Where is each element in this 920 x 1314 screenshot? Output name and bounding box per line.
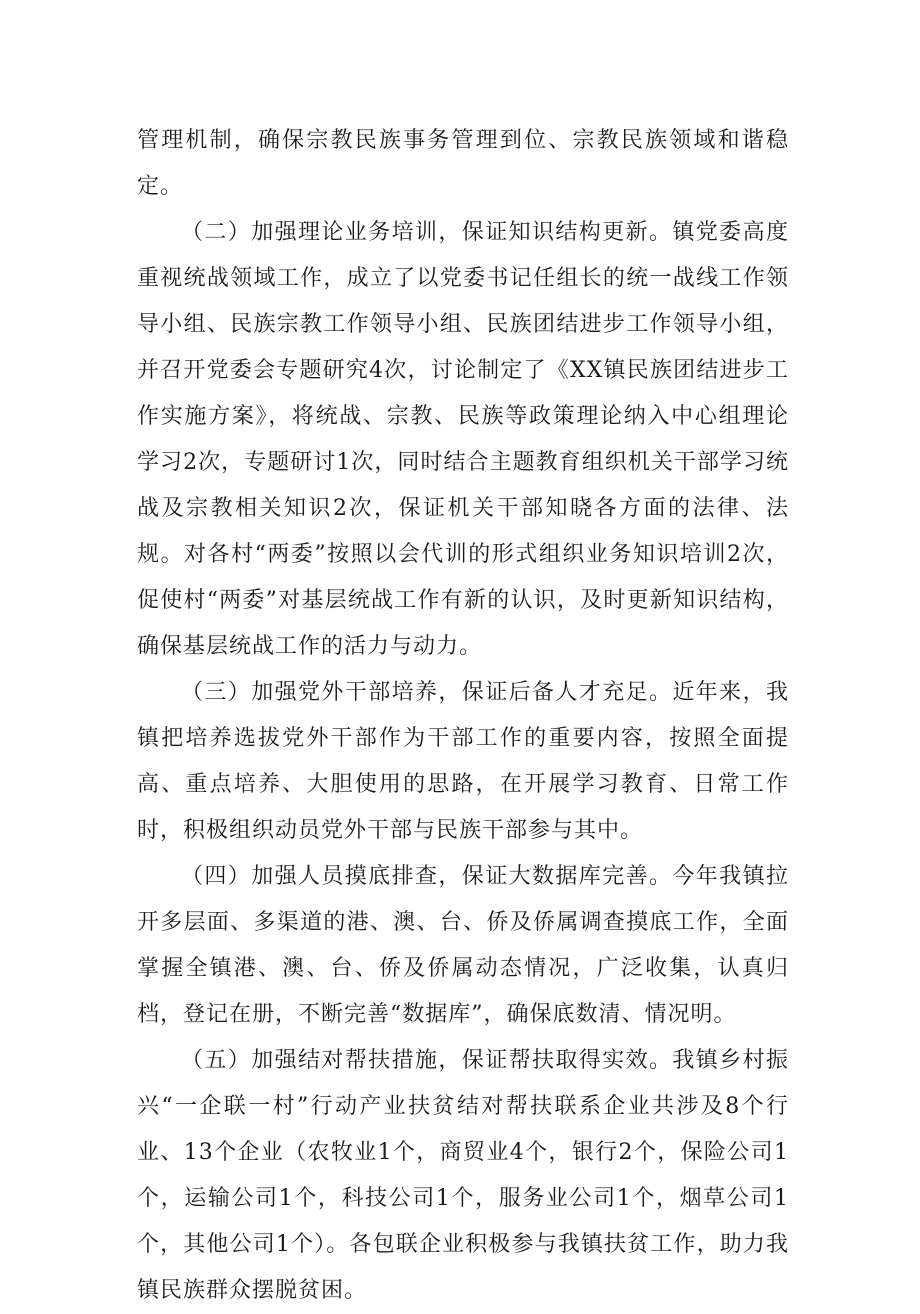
document-body	[137, 118, 789, 1314]
paragraph-section-2: （二）加强理论业务培训，保证知识结构更新。镇党委高度重视统战领域工作，成立了以党委书记任组长的统一战线工作领导小组、民族宗教工作领导小组、民族团结进步工作领导小组，并召开党委会专题研究4次，讨论制定了《XX镇民族团结进步工作实施方案》，将统战、宗教、民族等政策理论纳入中心组理论学习2次，专题研讨1次，同时结合主题教育组织机关干部学习统战及宗教相关知识2次，保证机关干部知晓各方面的法律、法规。对各村“两委”按照以会代训的形式组织业务知识培训2次，促使村“两委”对基层统战工作有新的认识，及时更新知识结构，确保基层统战工作的活力与动力。	[137, 220, 789, 659]
paragraph-section-3: （三）加强党外干部培养，保证后备人才充足。近年来，我镇把培养选拔党外干部作为干部工作的重要内容，按照全面提高、重点培养、大胆使用的思路，在开展学习教育、日常工作时，积极组织动员党外干部与民族干部参与其中。	[137, 680, 789, 843]
paragraph-continuation: 管理机制，确保宗教民族事务管理到位、宗教民族领域和谐稳定。	[137, 128, 789, 199]
paragraph-section-4: （四）加强人员摸底排查，保证大数据库完善。今年我镇拉开多层面、多渠道的港、澳、台、侨及侨属调查摸底工作，全面掌握全镇港、澳、台、侨及侨属动态情况，广泛收集，认真归档，登记在册，不断完善“数据库”，确保底数清、情况明。	[137, 864, 789, 1027]
paragraph-section-5: （五）加强结对帮扶措施，保证帮扶取得实效。我镇乡村振兴“一企联一村”行动产业扶贫结对帮扶联系企业共涉及8个行业、13个企业（农牧业1个，商贸业4个，银行2个，保险公司1个，运输公司1个，科技公司1个，服务业公司1个，烟草公司1个，其他公司1个）。各包联企业积极参与我镇扶贫工作，助力我镇民族群众摆脱贫困。	[137, 1048, 789, 1303]
